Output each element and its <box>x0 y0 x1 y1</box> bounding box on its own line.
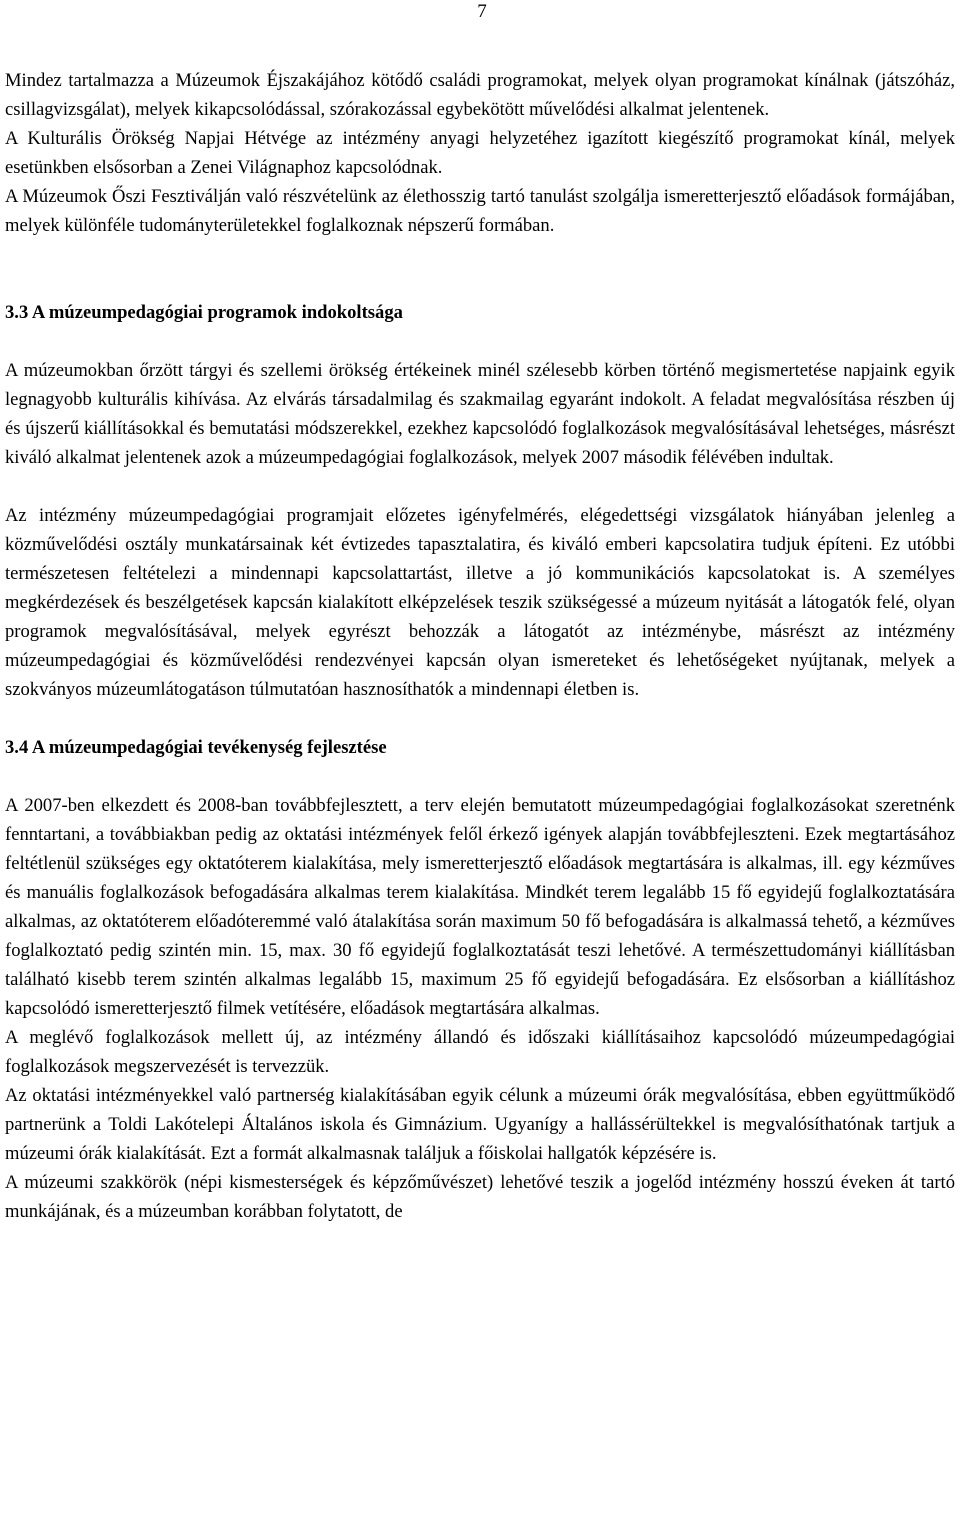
spacer <box>5 327 955 356</box>
intro-paragraph-3: A Múzeumok Őszi Fesztiválján való részvételünk az élethosszig tartó tanulást szolgálja ismeretterjesztő előadások formájában, melyek különféle tudományterületekkel foglalkoznak népszerű formában. <box>5 186 955 236</box>
section-heading-3-4: 3.4 A múzeumpedagógiai tevékenység fejlesztése <box>5 737 387 758</box>
section-heading-3-3: 3.3 A múzeumpedagógiai programok indokoltsága <box>5 302 403 323</box>
spacer <box>5 762 955 791</box>
section-3-4-paragraph-4: A múzeumi szakkörök (népi kismesterségek és képzőművészet) lehetővé teszik a jogelőd intézmény hosszú éveken át tartó munkájának, és a múzeumban korábban folytatott, de <box>5 1172 955 1222</box>
section-3-4-paragraph-2: A meglévő foglalkozások mellett új, az intézmény állandó és időszaki kiállításaihoz kapcsolódó múzeumpedagógiai foglalkozások megszervezését is tervezzük. <box>5 1027 955 1077</box>
spacer <box>5 472 955 501</box>
intro-paragraph-1: Mindez tartalmazza a Múzeumok Éjszakájához kötődő családi programokat, melyek olyan programokat kínálnak (játszóház, csillagvizsgálat), melyek kikapcsolódással, szórakozással egybekötött művelődési alkalmat jelentenek. <box>5 70 955 120</box>
spacer <box>5 704 955 733</box>
document-body <box>5 66 955 1226</box>
section-3-4-paragraph-1: A 2007-ben elkezdett és 2008-ban továbbfejlesztett, a terv elején bemutatott múzeumpedagógiai foglalkozásokat szeretnénk fenntartani, a továbbiakban pedig az oktatási intézmények felől érkező igények alapján továbbfejleszteni. Ezek megtartásához feltétlenül szükséges egy oktatóterem kialakítása, mely ismeretterjesztő előadások megtartására is alkalmas, ill. egy kézműves és manuális foglalkozások befogadására alkalmas terem kialakítása. Mindkét terem legalább 15 fő egyidejű foglalkoztatására alkalmas, az oktatóterem előadóteremmé való átalakítása során maximum 50 fő befogadására is alkalmassá tehető, a kézműves foglalkoztató pedig szintén min. 15, max. 30 fő egyidejű foglalkoztatását teszi lehetővé. A természettudományi kiállításban található kisebb terem szintén alkalmas legalább 15, maximum 25 fő egyidejű befogadására. Ez elsősorban a kiállításhoz kapcsolódó ismeretterjesztő filmek vetítésére, előadások megtartására alkalmas. <box>5 795 955 1019</box>
section-3-4-paragraph-3: Az oktatási intézményekkel való partnerség kialakításában egyik célunk a múzeumi órák megvalósítása, ebben együttműködő partnerünk a Toldi Lakótelepi Általános iskola és Gimnázium. Ugyanígy a hallássérültekkel is megvalósíthatónak tartjuk a múzeumi órák kialakítását. Ezt a formát alkalmasnak találjuk a főiskolai hallgatók képzésére is. <box>5 1085 955 1164</box>
spacer <box>5 240 955 298</box>
page-number: 7 <box>477 1 487 22</box>
section-3-3-paragraph-1: A múzeumokban őrzött tárgyi és szellemi örökség értékeinek minél szélesebb körben történő megismertetése napjaink egyik legnagyobb kulturális kihívása. Az elvárás társadalmilag és szakmailag egyaránt indokolt. A feladat megvalósítása részben új és újszerű kiállításokkal és bemutatási módszerekkel, ezekhez kapcsolódó foglalkozások megvalósításával lehetséges, másrészt kiváló alkalmat jelentenek azok a múzeumpedagógiai foglalkozások, melyek 2007 második félévében indultak. <box>5 360 955 468</box>
intro-paragraph-2: A Kulturális Örökség Napjai Hétvége az intézmény anyagi helyzetéhez igazított kiegészítő programokat kínál, melyek esetünkben elsősorban a Zenei Világnaphoz kapcsolódnak. <box>5 128 955 178</box>
section-3-3-paragraph-2: Az intézmény múzeumpedagógiai programjait előzetes igényfelmérés, elégedettségi vizsgálatok hiányában jelenleg a közművelődési osztály munkatársainak két évtizedes tapasztalatira, és kiváló emberi kapcsolatira tudjuk építeni. Ez utóbbi természetesen feltételezi a mindennapi kapcsolattartást, illetve a jó kommunikációs kapcsolatokat is. A személyes megkérdezések és beszélgetések kapcsán kialakított elképzelések teszik szükségessé a múzeum nyitását a látogatók felé, olyan programok megvalósításával, melyek egyrészt behozzák a látogatót az intézménybe, másrészt az intézmény múzeumpedagógiai és közművelődési rendezvényei kapcsán olyan ismereteket és lehetőségeket nyújtanak, melyek a szokványos múzeumlátogatáson túlmutatóan hasznosíthatók a mindennapi életben is. <box>5 505 955 700</box>
